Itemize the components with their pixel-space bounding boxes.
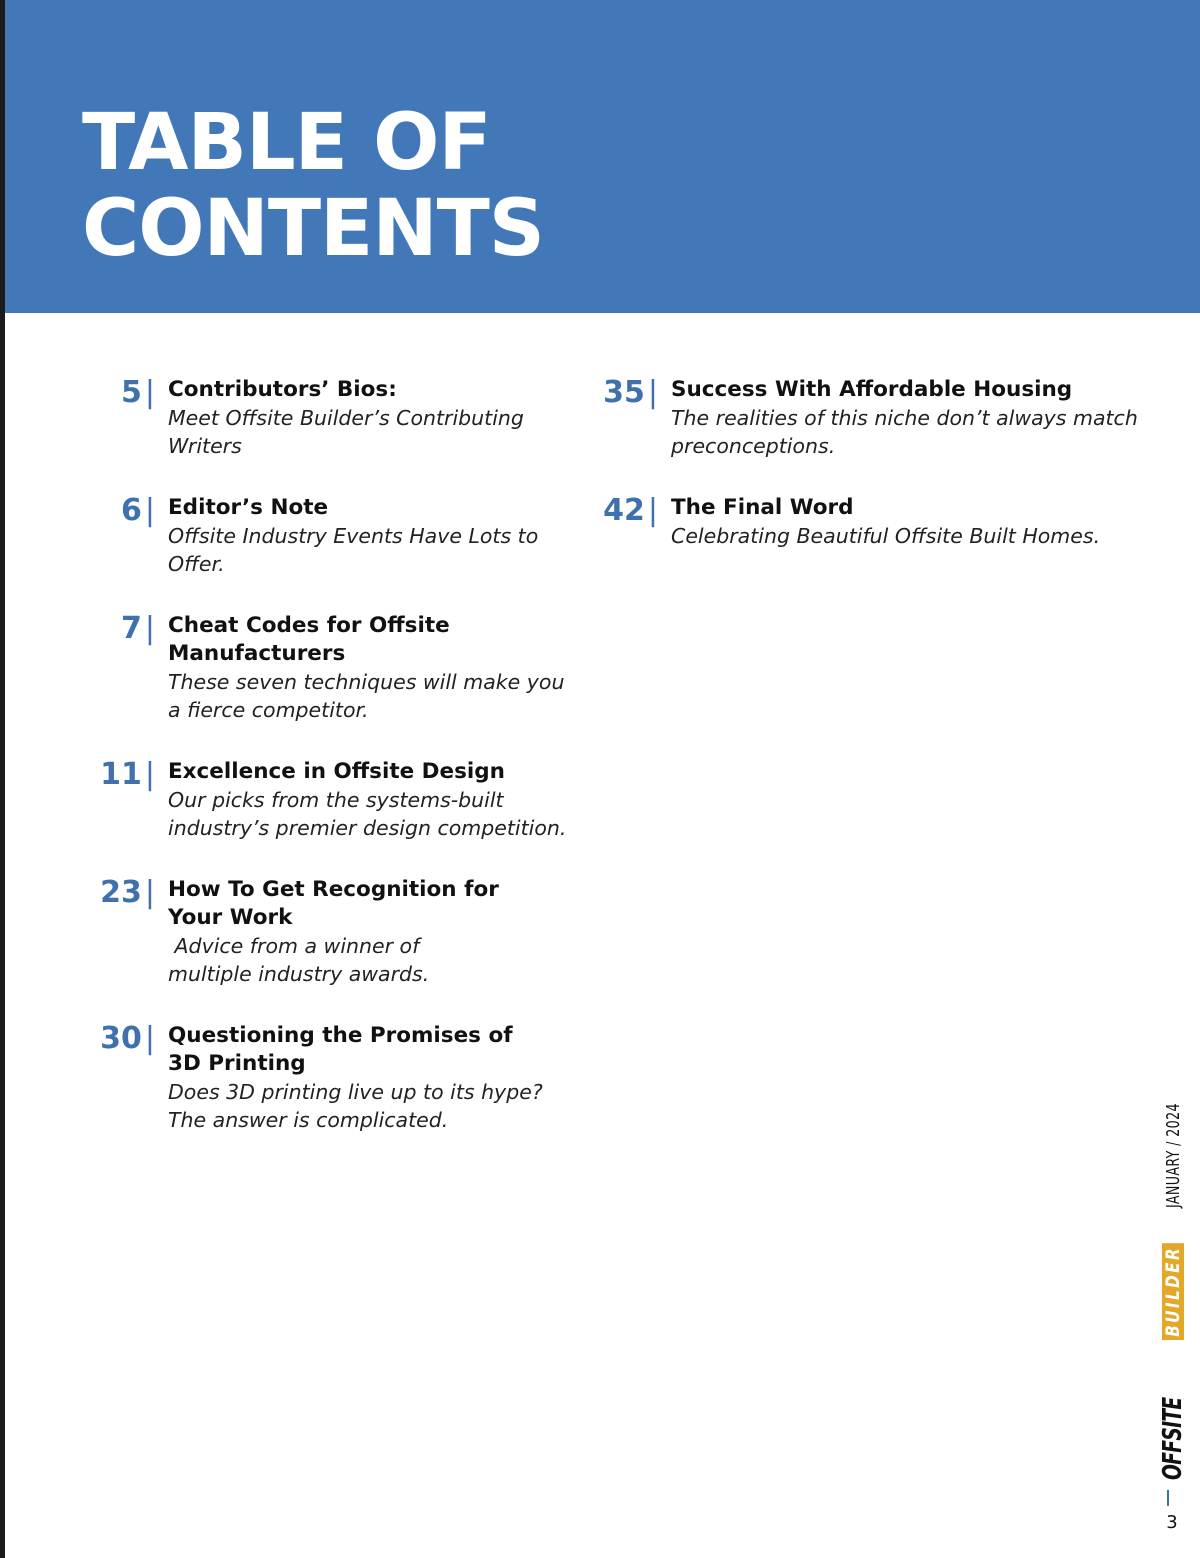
toc-entry-number: 5 |	[121, 375, 155, 410]
toc-entry[interactable]	[671, 376, 1151, 460]
toc-entry-title: Contributors’ Bios:	[168, 377, 397, 402]
toc-entry-title: Excellence in Offsite Design	[168, 759, 505, 784]
toc-entry-title: Cheat Codes for Offsite Manufacturers	[168, 613, 450, 666]
toc-entry-description: Does 3D printing live up to its hype? The answer is complicated.	[168, 1080, 550, 1132]
toc-entry-description: Advice from a winner of multiple industry awards.	[168, 934, 430, 986]
toc-entry[interactable]	[168, 876, 588, 988]
toc-entry-number: 35 |	[603, 375, 658, 410]
toc-entry-title: The Final Word	[671, 495, 854, 520]
spine-divider	[1167, 1490, 1169, 1506]
page-number: 3	[1166, 1512, 1178, 1533]
toc-entry-description: The realities of this niche don’t always match preconceptions.	[671, 406, 1145, 458]
toc-entry-number: 7 |	[121, 611, 155, 646]
toc-entry-description: Celebrating Beautiful Offsite Built Homes.	[671, 524, 1101, 548]
toc-entry-description: These seven techniques will make you a fierce competitor.	[168, 670, 571, 722]
brand-builder-text: BUILDER	[1162, 1243, 1184, 1340]
toc-entry[interactable]	[168, 612, 588, 724]
toc-entry-title: Editor’s Note	[168, 495, 329, 520]
brand-logo	[1158, 1340, 1188, 1480]
toc-entry-number: 23 |	[100, 875, 155, 910]
toc-entry-title: Success With Affordable Housing	[671, 377, 1073, 402]
toc-entry[interactable]	[671, 494, 1151, 550]
spine-branding	[1158, 1074, 1188, 1480]
toc-entry-description: Our picks from the systems-built industry’s premier design competition.	[168, 788, 567, 840]
toc-entry-title: Questioning the Promises of 3D Printing	[168, 1023, 513, 1076]
toc-entry-number: 42 |	[603, 493, 658, 528]
page-title: TABLE OF CONTENTS	[82, 98, 544, 274]
toc-entry-number: 6 |	[121, 493, 155, 528]
toc-entry-title: How To Get Recognition for Your Work	[168, 877, 499, 930]
toc-entry-number: 11 |	[100, 757, 155, 792]
brand-offsite-text: OFFSITE	[1158, 1397, 1188, 1480]
issue-date: JANUARY / 2024	[1162, 1103, 1184, 1209]
toc-entry-description: Meet Offsite Builder’s Contributing Writers	[168, 406, 531, 458]
toc-entry-number: 30 |	[100, 1021, 155, 1056]
toc-entry[interactable]	[168, 1022, 588, 1134]
toc-entry[interactable]	[168, 758, 588, 842]
toc-entry-description: Offsite Industry Events Have Lots to Offer.	[168, 524, 545, 576]
